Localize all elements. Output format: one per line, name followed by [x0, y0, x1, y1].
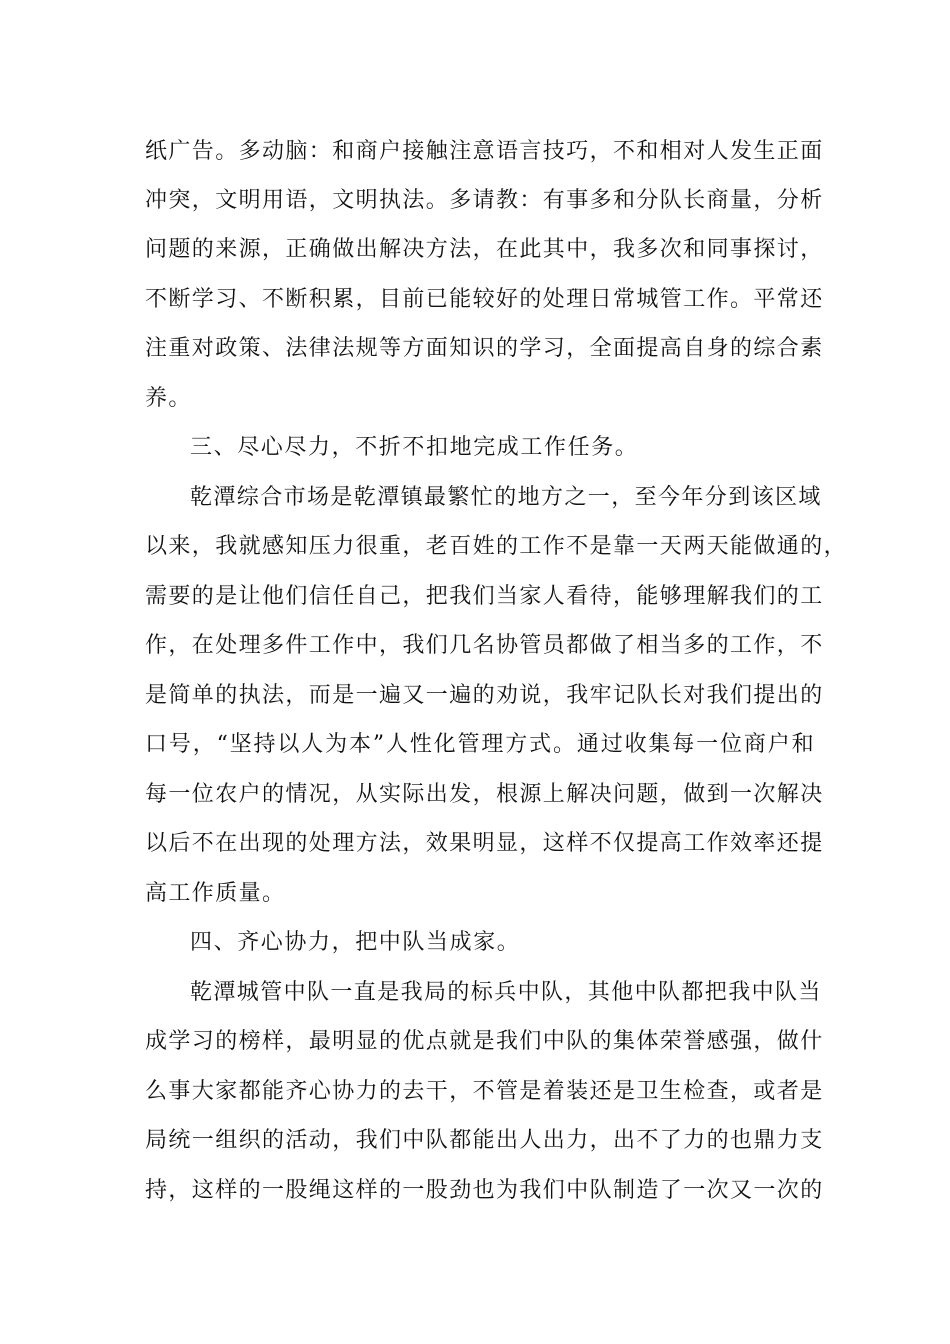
paragraph-first-line: 乾潭综合市场是乾潭镇最繁忙的地方之一，至今年分到该区域	[190, 485, 822, 510]
paragraph-first-line: 乾潭城管中队一直是我局的标兵中队，其他中队都把我中队当	[190, 980, 822, 1005]
body-line-end: 养。	[145, 386, 192, 411]
body-line-end: 高工作质量。	[145, 881, 286, 906]
body-line: 注重对政策、法律法规等方面知识的学习，全面提高自身的综合素	[145, 336, 824, 361]
body-line: 作，在处理多件工作中，我们几名协管员都做了相当多的工作，不	[145, 633, 824, 658]
body-line: 么事大家都能齐心协力的去干，不管是着装还是卫生检查，或者是	[145, 1079, 824, 1104]
body-line: 是简单的执法，而是一遍又一遍的劝说，我牢记队长对我们提出的	[145, 683, 824, 708]
section-heading-4: 四、齐心协力，把中队当成家。	[190, 930, 521, 955]
body-line: 每一位农户的情况，从实际出发，根源上解决问题，做到一次解决	[145, 782, 824, 807]
body-line: 需要的是让他们信任自己，把我们当家人看待，能够理解我们的工	[145, 584, 824, 609]
body-line: 以来，我就感知压力很重，老百姓的工作不是靠一天两天能做通的，	[145, 534, 848, 559]
body-line: 问题的来源，正确做出解决方法，在此其中，我多次和同事探讨，	[145, 237, 824, 262]
body-line: 不断学习、不断积累，目前已能较好的处理日常城管工作。平常还	[145, 287, 824, 312]
body-line: 口号，“坚持以人为本”人性化管理方式。通过收集每一位商户和	[145, 732, 815, 757]
body-line: 持，这样的一股绳这样的一股劲也为我们中队制造了一次又一次的	[145, 1178, 824, 1203]
section-heading-3: 三、尽心尽力，不折不扣地完成工作任务。	[190, 435, 639, 460]
body-line: 成学习的榜样，最明显的优点就是我们中队的集体荣誉感强，做什	[145, 1029, 824, 1054]
body-line: 局统一组织的活动，我们中队都能出人出力，出不了力的也鼎力支	[145, 1128, 824, 1153]
body-line: 纸广告。多动脑：和商户接触注意语言技巧，不和相对人发生正面	[145, 139, 824, 164]
body-line: 冲突，文明用语，文明执法。多请教：有事多和分队长商量，分析	[145, 188, 824, 213]
body-line: 以后不在出现的处理方法，效果明显，这样不仅提高工作效率还提	[145, 831, 824, 856]
